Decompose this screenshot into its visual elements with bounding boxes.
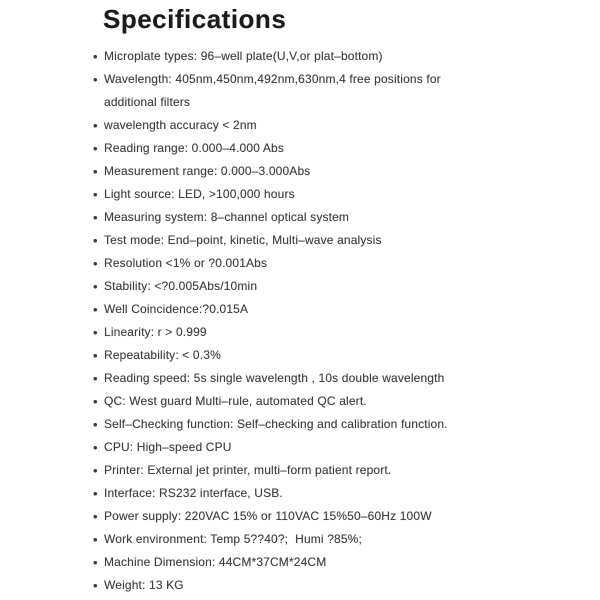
spec-item: • QC: West guard Multi–rule, automated QC alert. — [93, 390, 513, 413]
page-title: Specifications — [103, 4, 287, 34]
spec-item: • Well Coincidence:?0.015A — [93, 298, 513, 321]
spec-list — [93, 45, 513, 597]
spec-item: • Printer: External jet printer, multi–form patient report. — [93, 459, 513, 482]
spec-item: • Linearity: r > 0.999 — [93, 321, 513, 344]
spec-item: • CPU: High–speed CPU — [93, 436, 513, 459]
spec-item: • Measuring system: 8–channel optical system — [93, 206, 513, 229]
spec-item: • Light source: LED, >100,000 hours — [93, 183, 513, 206]
spec-item: • Resolution <1% or ?0.001Abs — [93, 252, 513, 275]
spec-item: • Self–Checking function: Self–checking and calibration function. — [93, 413, 513, 436]
spec-item: • Weight: 13 KG — [93, 574, 513, 597]
spec-item: • Machine Dimension: 44CM*37CM*24CM — [93, 551, 513, 574]
spec-item: • Reading speed: 5s single wavelength , 10s double wavelength — [93, 367, 513, 390]
spec-item: • Power supply: 220VAC 15% or 110VAC 15%50–60Hz 100W — [93, 505, 513, 528]
spec-item: • Work environment: Temp 5??40?; Humi ?85%; — [93, 528, 513, 551]
spec-item: • Reading range: 0.000–4.000 Abs — [93, 137, 513, 160]
spec-item: • Microplate types: 96–well plate(U,V,or plat–bottom) — [93, 45, 513, 68]
spec-item: • wavelength accuracy < 2nm — [93, 114, 513, 137]
spec-item: • Interface: RS232 interface, USB. — [93, 482, 513, 505]
spec-item: • Test mode: End–point, kinetic, Multi–wave analysis — [93, 229, 513, 252]
spec-item: • Wavelength: 405nm,450nm,492nm,630nm,4 free positions for additional filters — [93, 68, 513, 114]
spec-item: • Stability: <?0.005Abs/10min — [93, 275, 513, 298]
spec-item: • Repeatability: < 0.3% — [93, 344, 513, 367]
spec-item: • Measurement range: 0.000–3.000Abs — [93, 160, 513, 183]
